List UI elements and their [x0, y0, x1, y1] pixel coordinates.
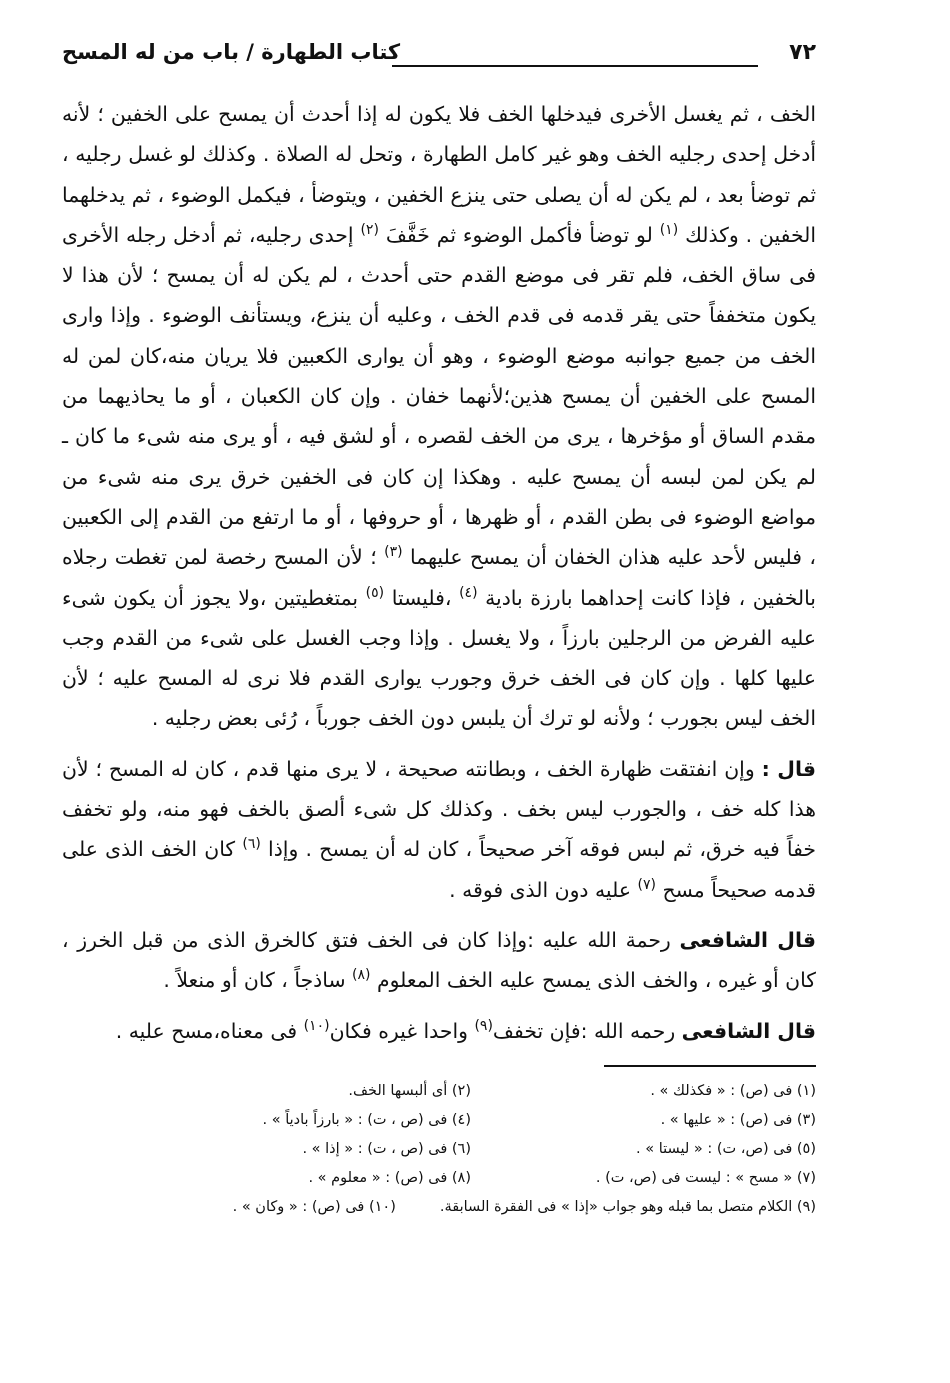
paragraph-3-text-2: ساذجاً ، كان أو منعلاً .	[163, 968, 346, 993]
paragraph-2-text-2: كان الخف الذى على قدمه صحيحاً مسح	[62, 837, 816, 902]
running-title: كتاب الطهارة / باب من له المسح	[62, 40, 401, 64]
footnote-row	[62, 1135, 816, 1164]
paragraph-4-text-1: رحمه الله :فإن تخفف	[492, 1018, 676, 1043]
note-ref-5: (٥)	[365, 584, 385, 601]
paragraph-4	[62, 1011, 816, 1051]
note-ref-8: (٨)	[352, 967, 371, 984]
paragraph-3-text-1: رحمة الله عليه :وإذا كان فى الخف فتق كالخرق الذى من قبل الخرز ، كان أو غيره ، والخف الذى يمسح عليه الخف المعلوم	[62, 927, 816, 993]
paragraph-1-text-6: بمتغطيتين ،ولا يجوز أن يكون شىء عليه الفرض من الرجلين بارزاً ، ولا يغسل . وإذا وجب الغسل على شىء من القدم وجب عليها كلها . وإن كان فى الخف خرق وجورب يوارى القدم فلا نرى له المسح عليه ؛ لأن الخف ليس بجورب ؛ ولأنه لو ترك أن يلبس دون الخف جورباً ، رُئى بعض رجليه .	[62, 585, 816, 731]
footnotes	[62, 1077, 816, 1222]
paragraph-1-text-3: إحدى رجليه، ثم أدخل رجله الأخرى فى ساق الخف، فلم تقر فى موضع القدم حتى أحدث ، لم يكن له أن يمسح ؛ لأن هذا لا يكون متخففاً حتى يقر قدمه فى قدم الخف ، وعليه أن ينزع، ويستأنف الوضوء . وإذا وارى الخف من جميع جوانبه موضع الوضوء ، وهو أن يوارى الكعبين فلا يريان منه،كان لمن له المسح على الخفين أن يمسح هذين؛لأنهما خفان . وإن كان الكعبان ، أو ما يحاذيهما من مقدم الساق أو مؤخرها ، يرى من الخف لقصره ، أو لشق فيه ، أو يرى منه شىء ما كان ـ لم يكن لمن لبسه أن يمسح عليه . وهكذا إن كان فى الخفين خرق يرى منه شىء من مواضع الوضوء فى بطن القدم ، أو ظهرها ، أو حروفها ، أو ما ارتفع من القدم إلى الكعبين ، فليس لأحد عليه هذان الخفان أن يمسح عليهما	[62, 222, 817, 570]
note-ref-6: (٦)	[242, 836, 261, 853]
note-ref-3: (٣)	[384, 544, 403, 561]
footnote-1: (١) فى (ص) : « فكذلك » .	[650, 1082, 816, 1099]
note-ref-10: (١٠)	[303, 1017, 330, 1034]
book-page	[62, 38, 816, 1222]
paragraph-2-text-1: وإن انفتقت ظهارة الخف ، وبطانته صحيحة ، لا يرى منها قدم ، كان له المسح ؛ لأن هذا كله خف ، والجورب ليس بخف . وكذلك كل شىء ألصق بالخف فهو منه، ولو تخفف خفاً فيه خرق، ثم لبس فوقه آخر صحيحاً ، كان له أن يمسح . وإذا	[62, 756, 817, 862]
footnote-6: (٦) فى (ص ، ت) : « إذا » .	[302, 1140, 471, 1157]
footnote-row	[62, 1106, 816, 1135]
paragraph-1-text-1: الخف ، ثم يغسل الأخرى فيدخلها الخف فلا يكون له إذا أحدث أن يمسح على الخفين ؛ لأنه أدخل إحدى رجليه الخف وهو غير كامل الطهارة ، وتحل له الصلاة . وكذلك لو غسل رجليه ، ثم توضأ بعد ، لم يكن له أن يصلى حتى ينزع الخفين ، ويتوضأ ، فيكمل الوضوء ، ثم يدخلهما الخفين . وكذلك	[62, 102, 817, 247]
note-ref-7: (٧)	[637, 876, 656, 893]
footnote-7: (٧) « مسح » : ليست فى (ص، ت) .	[595, 1169, 816, 1186]
note-ref-4: (٤)	[459, 584, 478, 601]
footnote-row	[62, 1077, 816, 1106]
footnote-10: (١٠) فى (ص) : « وكان » .	[232, 1198, 396, 1215]
paragraph-4-text-3: فى معناه،مسح عليه .	[115, 1018, 298, 1043]
paragraph-4-lead: قال الشافعى	[681, 1018, 816, 1043]
paragraph-1	[62, 94, 816, 739]
note-ref-2: (٢)	[360, 222, 379, 239]
paragraph-2-text-3: عليه دون الذى فوقه .	[449, 877, 631, 902]
header-rule	[392, 65, 758, 67]
page-header	[62, 38, 816, 84]
paragraph-1-text-4: ؛ لأن المسح رخصة لمن تغطت رجلاه بالخفين ، فإذا كانت إحداهما بارزة بادية	[62, 545, 816, 610]
paragraph-3	[62, 920, 816, 1001]
note-ref-1: (١)	[659, 222, 679, 239]
footnote-8: (٨) فى (ص) : « معلوم » .	[308, 1169, 471, 1186]
main-text	[62, 94, 816, 1051]
note-ref-9: (٩)	[474, 1017, 493, 1034]
page-number: ٧٢	[789, 40, 816, 65]
footnote-row	[62, 1193, 816, 1222]
footnote-4: (٤) فى (ص ، ت) : « بارزاً بادياً » .	[262, 1111, 471, 1128]
paragraph-1-text-5: ،فليستا	[391, 585, 452, 610]
footnote-row	[62, 1164, 816, 1193]
footnote-9: (٩) الكلام متصل بما قبله وهو جواب «إذا » فى الفقرة السابقة.	[439, 1198, 816, 1215]
paragraph-2-lead: قال :	[761, 756, 817, 781]
paragraph-1-text-2: لو توضأ فأكمل الوضوء ثم خَفَّفَ	[385, 222, 653, 247]
paragraph-3-lead: قال الشافعى	[679, 927, 817, 952]
footnote-5: (٥) فى (ص، ت) : « ليستا » .	[636, 1140, 816, 1157]
footnote-3: (٣) فى (ص) : « عليها » .	[660, 1111, 816, 1128]
footnote-rule	[604, 1065, 816, 1067]
footnote-2: (٢) أى ألبسها الخف.	[348, 1082, 471, 1099]
paragraph-2	[62, 749, 816, 910]
paragraph-4-text-2: واحدا غيره فكان	[329, 1018, 468, 1043]
